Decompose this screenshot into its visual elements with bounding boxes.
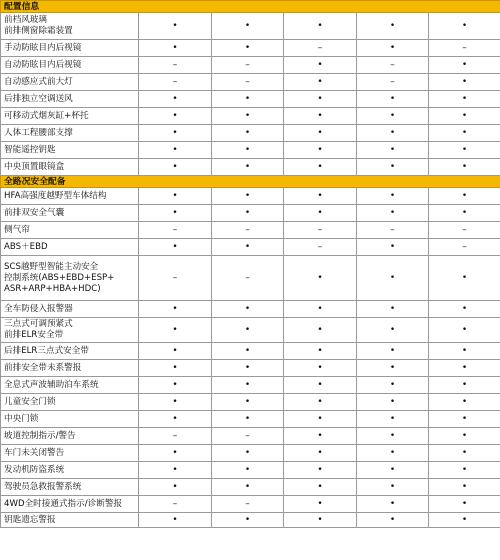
feature-value: • [284,159,357,176]
feature-value: • [429,462,500,479]
feature-value: • [429,159,500,176]
table-row [1,343,500,360]
feature-value: • [212,40,284,57]
feature-value: • [357,445,429,462]
feature-value: • [357,239,429,256]
feature-value: • [357,301,429,318]
table-row [1,57,500,74]
feature-value: • [212,394,284,411]
feature-value: • [212,318,284,343]
feature-value: • [429,445,500,462]
feature-label: 智能遥控钥匙 [1,142,139,159]
table-row [1,40,500,57]
feature-value: – [429,222,500,239]
feature-value: • [357,377,429,394]
feature-value: • [139,343,212,360]
feature-value: • [357,205,429,222]
feature-value: • [357,125,429,142]
feature-value: – [139,74,212,91]
feature-value: – [139,57,212,74]
feature-value: • [357,13,429,40]
feature-value: • [139,205,212,222]
feature-value: • [139,377,212,394]
feature-label: 全息式声波辅助泊车系统 [1,377,139,394]
table-row [1,318,500,343]
feature-value: • [429,256,500,301]
feature-value: • [212,239,284,256]
feature-label: 前档风玻璃 前排侧窗除霜装置 [1,13,139,40]
feature-value: • [212,159,284,176]
feature-value: • [284,318,357,343]
feature-value: – [139,496,212,513]
feature-value: • [284,91,357,108]
table-row [1,301,500,318]
feature-value: • [357,91,429,108]
feature-value: • [212,513,284,528]
feature-label: 前排安全带未系警报 [1,360,139,377]
feature-value: • [429,318,500,343]
feature-value: • [139,13,212,40]
feature-value: – [284,239,357,256]
feature-value: • [429,513,500,528]
feature-value: • [357,411,429,428]
feature-value: • [284,377,357,394]
table-row [1,91,500,108]
table-row [1,159,500,176]
table-row [1,205,500,222]
feature-label: 后排独立空调送风 [1,91,139,108]
feature-value: • [284,513,357,528]
feature-label: 自动感应式前大灯 [1,74,139,91]
feature-value: • [212,301,284,318]
table-row [1,513,500,528]
feature-label: 儿童安全门锁 [1,394,139,411]
feature-value: • [284,360,357,377]
feature-value: – [429,40,500,57]
feature-value: • [212,377,284,394]
feature-value: • [212,125,284,142]
table-row [1,479,500,496]
feature-value: • [429,360,500,377]
feature-value: • [139,91,212,108]
feature-label: SCS越野型智能主动安全 控制系统(ABS+EBD+ESP+ ASR+ARP+HBA+HDC) [1,256,139,301]
table-row [1,256,500,301]
feature-value: • [429,142,500,159]
feature-value: • [284,142,357,159]
feature-label: 人体工程腰部支撑 [1,125,139,142]
feature-value: • [429,496,500,513]
feature-value: – [139,256,212,301]
feature-value: • [429,13,500,40]
feature-value: • [284,188,357,205]
feature-value: • [139,108,212,125]
feature-value: • [284,301,357,318]
feature-label: HFA高强度越野型车体结构 [1,188,139,205]
feature-label: ABS＋EBD [1,239,139,256]
feature-value: • [357,496,429,513]
feature-value: • [357,159,429,176]
feature-value: • [357,428,429,445]
table-row [1,222,500,239]
feature-value: – [357,74,429,91]
feature-value: • [357,256,429,301]
feature-value: • [139,462,212,479]
feature-value: • [139,301,212,318]
feature-value: • [429,74,500,91]
feature-value: • [284,13,357,40]
feature-value: • [212,411,284,428]
feature-value: • [429,125,500,142]
feature-label: 可移动式烟灰缸+杯托 [1,108,139,125]
feature-value: • [139,40,212,57]
feature-value: • [139,318,212,343]
table-row [1,360,500,377]
feature-value: • [357,188,429,205]
feature-value: – [139,222,212,239]
feature-value: • [284,496,357,513]
section-title: 全路况安全配备 [1,176,500,188]
feature-value: • [139,513,212,528]
feature-value: – [212,74,284,91]
feature-label: 全车防侵入报警器 [1,301,139,318]
feature-value: • [284,57,357,74]
feature-value: – [212,256,284,301]
table-row [1,496,500,513]
feature-value: • [357,343,429,360]
feature-label: 钥匙遗忘警报 [1,513,139,528]
feature-value: • [284,462,357,479]
feature-label: 侧气帘 [1,222,139,239]
feature-value: • [357,513,429,528]
feature-value: • [429,188,500,205]
feature-value: – [284,40,357,57]
feature-label: 三点式可调预紧式 前排ELR安全带 [1,318,139,343]
table-row [1,142,500,159]
feature-value: • [139,142,212,159]
feature-value: • [139,125,212,142]
feature-label: 驾驶员急救报警系统 [1,479,139,496]
table-row [1,411,500,428]
feature-value: • [284,428,357,445]
feature-value: • [357,318,429,343]
feature-label: 后排ELR三点式安全带 [1,343,139,360]
table-row [1,239,500,256]
table-row [1,377,500,394]
feature-value: • [429,108,500,125]
feature-value: – [284,222,357,239]
feature-value: • [357,108,429,125]
feature-value: • [212,462,284,479]
spec-table-body [1,1,500,528]
feature-value: – [357,57,429,74]
feature-value: • [139,411,212,428]
section-title: 配置信息 [1,1,500,13]
feature-label: 车门未关闭警告 [1,445,139,462]
table-row [1,108,500,125]
feature-value: • [357,394,429,411]
table-row [1,394,500,411]
table-row [1,188,500,205]
feature-value: • [212,142,284,159]
feature-value: – [212,222,284,239]
table-row [1,74,500,91]
feature-value: • [212,343,284,360]
table-row [1,445,500,462]
section-header-row [1,1,500,13]
feature-label: 中央门锁 [1,411,139,428]
feature-value: • [429,301,500,318]
feature-value: • [284,394,357,411]
feature-value: • [429,394,500,411]
feature-value: • [212,479,284,496]
feature-value: • [429,343,500,360]
feature-value: • [139,394,212,411]
feature-value: • [429,479,500,496]
feature-value: • [139,360,212,377]
feature-value: • [429,57,500,74]
feature-label: 手动防眩目内后视镜 [1,40,139,57]
feature-value: – [212,57,284,74]
feature-value: • [212,360,284,377]
feature-value: • [357,360,429,377]
feature-value: • [212,205,284,222]
feature-value: • [212,91,284,108]
feature-value: • [284,125,357,142]
feature-value: • [357,462,429,479]
feature-value: • [139,445,212,462]
feature-value: • [284,479,357,496]
feature-value: – [429,239,500,256]
feature-label: 中央顶置眼镜盒 [1,159,139,176]
table-row [1,462,500,479]
table-row [1,428,500,445]
feature-value: • [139,239,212,256]
feature-value: • [139,159,212,176]
section-header-row [1,176,500,188]
feature-value: • [284,108,357,125]
feature-value: • [357,40,429,57]
feature-value: – [212,496,284,513]
feature-value: – [212,428,284,445]
feature-value: • [357,142,429,159]
feature-value: • [212,445,284,462]
feature-value: • [284,256,357,301]
feature-value: • [284,74,357,91]
feature-value: • [429,91,500,108]
table-row [1,125,500,142]
feature-value: • [139,479,212,496]
feature-value: • [284,205,357,222]
feature-label: 4WD全时接通式指示/诊断警报 [1,496,139,513]
feature-value: • [429,377,500,394]
feature-value: – [357,222,429,239]
feature-value: • [212,188,284,205]
feature-value: • [212,13,284,40]
feature-value: • [139,188,212,205]
feature-value: • [429,411,500,428]
feature-value: • [284,445,357,462]
feature-label: 坡道控制指示/警告 [1,428,139,445]
feature-value: • [284,411,357,428]
feature-value: • [429,205,500,222]
feature-value: – [139,428,212,445]
table-row [1,13,500,40]
feature-value: • [284,343,357,360]
feature-value: • [357,479,429,496]
feature-label: 自动防眩目内后视镜 [1,57,139,74]
feature-label: 前排双安全气囊 [1,205,139,222]
feature-value: • [212,108,284,125]
feature-value: • [429,428,500,445]
feature-label: 发动机防盗系统 [1,462,139,479]
